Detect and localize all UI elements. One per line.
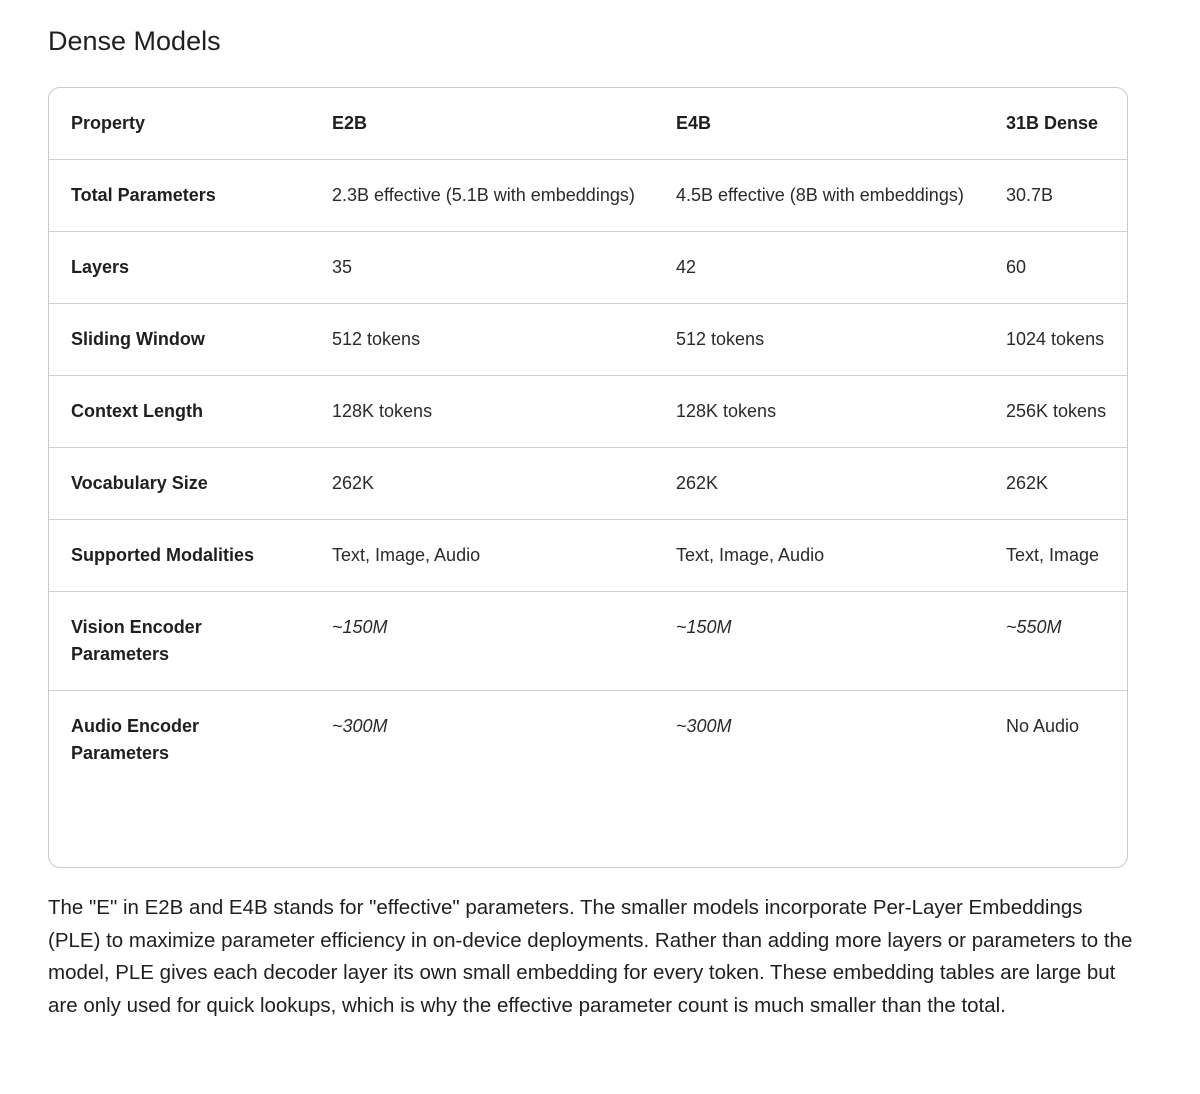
row-property-label: Audio Encoder Parameters bbox=[71, 716, 200, 763]
row-property-label: Sliding Window bbox=[49, 304, 310, 376]
table-cell: 512 tokens bbox=[310, 304, 654, 376]
table-row bbox=[49, 232, 1128, 304]
table-row bbox=[49, 304, 1128, 376]
table-cell: 60 bbox=[984, 232, 1128, 304]
row-property-label: Vision Encoder Parameters bbox=[49, 592, 310, 691]
table-cell: 262K bbox=[654, 448, 984, 520]
table-cell: ~150M bbox=[310, 592, 654, 691]
table-cell: 262K bbox=[984, 448, 1128, 520]
header-e4b: E4B bbox=[654, 88, 984, 160]
table-cell: 1024 tokens bbox=[984, 304, 1128, 376]
table-cell: 30.7B bbox=[984, 160, 1128, 232]
table-cell: 262K bbox=[310, 448, 654, 520]
row-property-label: Total Parameters bbox=[49, 160, 310, 232]
table-row bbox=[49, 691, 1128, 790]
table-header-row bbox=[49, 88, 1128, 160]
table-cell: Text, Image, Audio bbox=[654, 520, 984, 592]
row-property-label: Layers bbox=[49, 232, 310, 304]
footnote-paragraph: The "E" in E2B and E4B stands for "effective" parameters. The smaller models incorporate Per-Layer Embeddings (PLE) to maximize parameter efficiency in on-device deployments. Rather than adding more layers or parameters to the model, PLE gives each decoder layer its own small embedding for every token. These embedding tables are large but are only used for quick lookups, which is why the effective parameter count is much smaller than the total. bbox=[48, 896, 1133, 1017]
table-cell: 256K tokens bbox=[984, 376, 1128, 448]
header-property: Property bbox=[49, 88, 310, 160]
table-cell: ~300M bbox=[332, 716, 388, 736]
table-cell: 42 bbox=[654, 232, 984, 304]
table-cell: ~300M bbox=[676, 716, 732, 736]
table-row bbox=[49, 160, 1128, 232]
table-row bbox=[49, 520, 1128, 592]
table-cell: ~550M bbox=[984, 592, 1128, 691]
table-row bbox=[49, 376, 1128, 448]
row-property-label: Context Length bbox=[49, 376, 310, 448]
header-31b-dense: 31B Dense bbox=[984, 88, 1128, 160]
table-cell: 512 tokens bbox=[654, 304, 984, 376]
model-comparison-table bbox=[48, 87, 1128, 868]
section-title: Dense Models bbox=[48, 26, 221, 56]
table-cell: 128K tokens bbox=[654, 376, 984, 448]
table-body bbox=[49, 160, 1128, 790]
table-cell: 4.5B effective (8B with embeddings) bbox=[654, 160, 984, 232]
table-row bbox=[49, 448, 1128, 520]
row-property-label: Supported Modalities bbox=[49, 520, 310, 592]
row-property-label: Vocabulary Size bbox=[49, 448, 310, 520]
table-cell: No Audio bbox=[1006, 716, 1080, 736]
table-cell: Text, Image, Audio bbox=[310, 520, 654, 592]
table-row bbox=[49, 592, 1128, 691]
table-cell: 2.3B effective (5.1B with embeddings) bbox=[310, 160, 654, 232]
table bbox=[49, 88, 1128, 789]
table-cell: 35 bbox=[310, 232, 654, 304]
table-cell: 128K tokens bbox=[310, 376, 654, 448]
header-e2b: E2B bbox=[310, 88, 654, 160]
table-cell: ~150M bbox=[654, 592, 984, 691]
table-cell: Text, Image bbox=[984, 520, 1128, 592]
